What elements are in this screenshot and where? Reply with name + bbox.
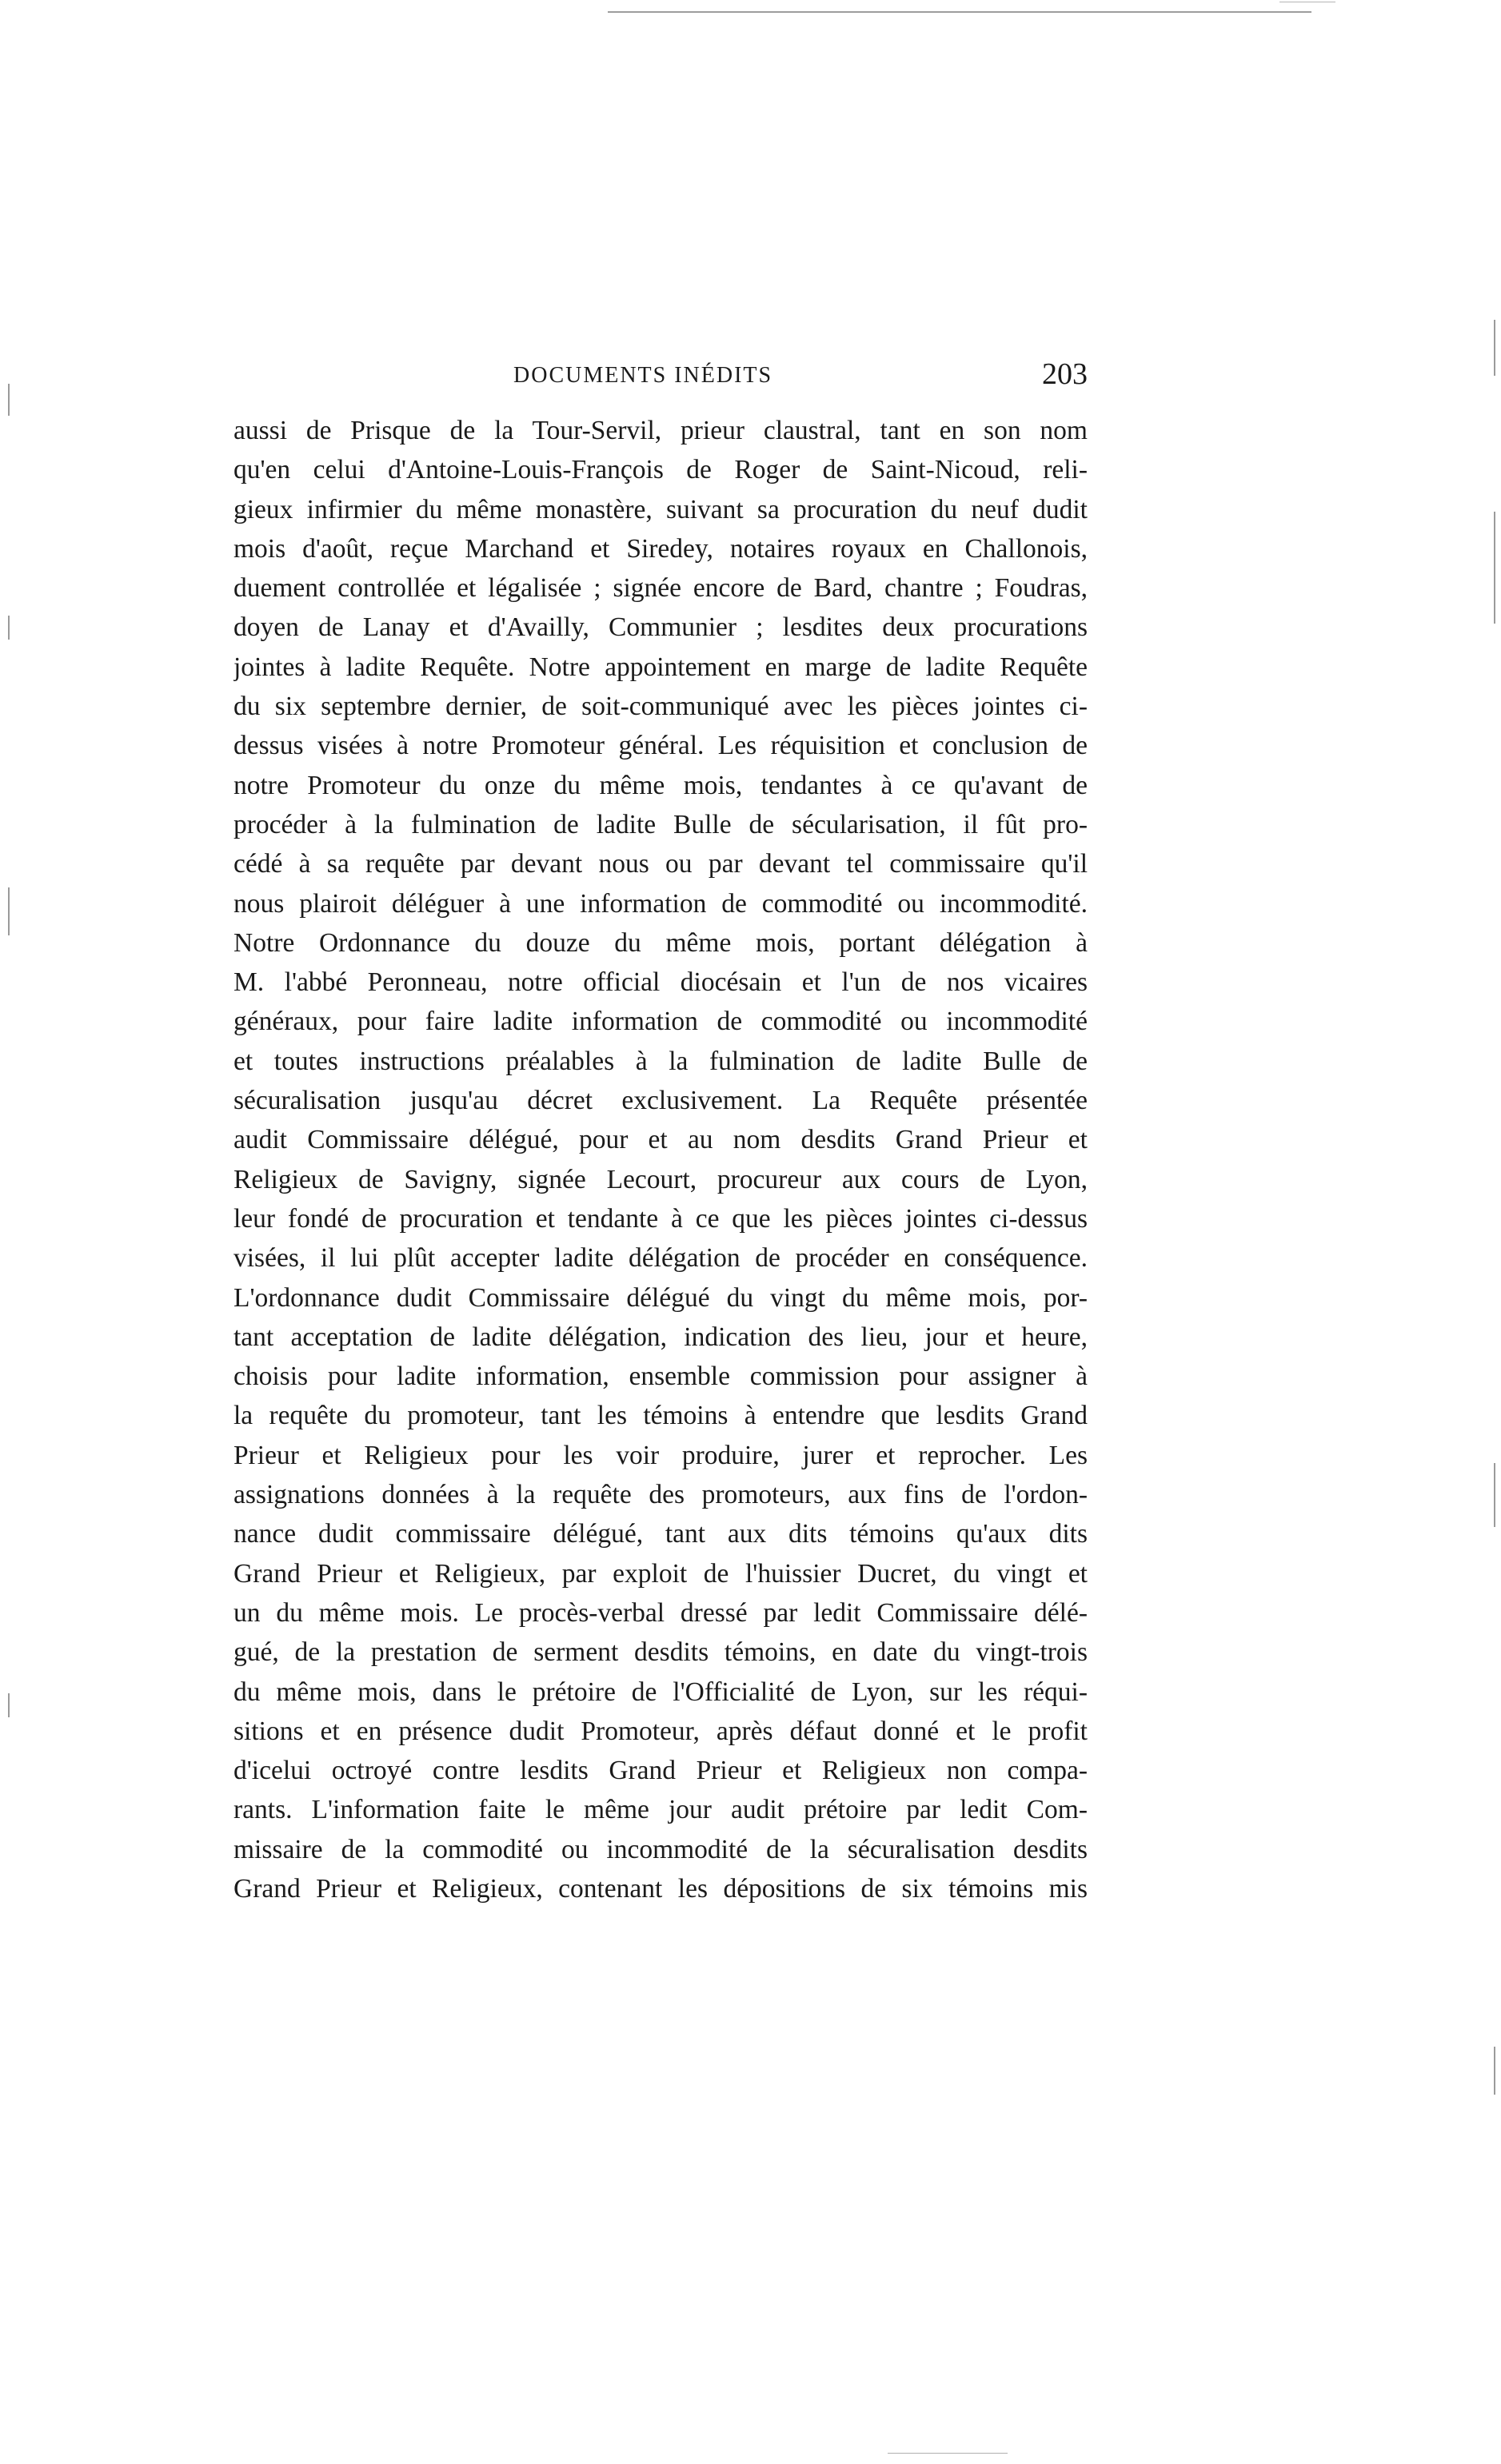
page-number: 203 bbox=[1042, 357, 1088, 391]
text-line: Notre Ordonnance du douze du même mois, portant délégation à bbox=[234, 927, 1088, 958]
bottom-scan-rule bbox=[888, 2453, 1008, 2454]
text-line: qu'en celui d'Antoine-Louis-François de Roger de Saint-Nicoud, reli- bbox=[234, 455, 1088, 485]
text-line: jointes à ladite Requête. Notre appointement en marge de ladite Requête bbox=[234, 652, 1088, 682]
text-line: du six septembre dernier, de soit-communiqué avec les pièces jointes ci- bbox=[234, 692, 1088, 722]
text-line: visées, il lui plût accepter ladite délégation de procéder en conséquence. bbox=[234, 1243, 1088, 1274]
left-margin-mark bbox=[8, 887, 10, 935]
text-line: rants. L'information faite le même jour audit prétoire par ledit Com- bbox=[234, 1795, 1088, 1825]
text-line: nous plairoit déléguer à une information de commodité ou incommodité. bbox=[234, 888, 1088, 919]
text-line: doyen de Lanay et d'Availly, Communier ; lesdites deux procurations bbox=[234, 612, 1088, 643]
left-margin-mark bbox=[8, 384, 10, 416]
top-scan-rule bbox=[608, 11, 1311, 13]
text-line: leur fondé de procuration et tendante à ce que les pièces jointes ci-dessus bbox=[234, 1203, 1088, 1234]
right-margin-mark bbox=[1494, 1463, 1495, 1527]
right-margin-mark bbox=[1494, 512, 1495, 624]
text-line: M. l'abbé Peronneau, notre official diocésain et l'un de nos vicaires bbox=[234, 967, 1088, 998]
left-margin-mark bbox=[8, 1693, 10, 1717]
text-line: mois d'août, reçue Marchand et Siredey, notaires royaux en Challonois, bbox=[234, 533, 1088, 564]
text-line: Prieur et Religieux pour les voir produire, jurer et reprocher. Les bbox=[234, 1440, 1088, 1470]
text-line: Religieux de Savigny, signée Lecourt, procureur aux cours de Lyon, bbox=[234, 1164, 1088, 1194]
page-body bbox=[234, 411, 1088, 1908]
right-margin-mark bbox=[1494, 320, 1495, 376]
text-line: missaire de la commodité ou incommodité de la sécuralisation desdits bbox=[234, 1834, 1088, 1864]
text-line: procéder à la fulmination de ladite Bulle de sécularisation, il fût pro- bbox=[234, 809, 1088, 839]
text-line: sitions et en présence dudit Promoteur, après défaut donné et le profit bbox=[234, 1716, 1088, 1746]
text-line: Grand Prieur et Religieux, contenant les dépositions de six témoins mis bbox=[234, 1873, 1088, 1904]
text-line: notre Promoteur du onze du même mois, tendantes à ce qu'avant de bbox=[234, 770, 1088, 800]
text-line: gué, de la prestation de serment desdits témoins, en date du vingt-trois bbox=[234, 1637, 1088, 1668]
text-line: cédé à sa requête par devant nous ou par devant tel commissaire qu'il bbox=[234, 849, 1088, 879]
running-head bbox=[234, 358, 1088, 393]
text-line: choisis pour ladite information, ensemble commission pour assigner à bbox=[234, 1362, 1088, 1392]
text-line: duement controllée et légalisée ; signée encore de Bard, chantre ; Foudras, bbox=[234, 573, 1088, 604]
text-line: du même mois, dans le prétoire de l'Officialité de Lyon, sur les réqui- bbox=[234, 1677, 1088, 1707]
text-line: la requête du promoteur, tant les témoins à entendre que lesdits Grand bbox=[234, 1401, 1088, 1431]
text-line: sécuralisation jusqu'au décret exclusivement. La Requête présentée bbox=[234, 1086, 1088, 1116]
text-line: et toutes instructions préalables à la fulmination de ladite Bulle de bbox=[234, 1046, 1088, 1076]
text-line: tant acceptation de ladite délégation, indication des lieu, jour et heure, bbox=[234, 1322, 1088, 1352]
text-line: L'ordonnance dudit Commissaire délégué du vingt du même mois, por- bbox=[234, 1282, 1088, 1313]
text-line: d'icelui octroyé contre lesdits Grand Prieur et Religieux non compa- bbox=[234, 1756, 1088, 1786]
text-line: assignations données à la requête des promoteurs, aux fins de l'ordon- bbox=[234, 1480, 1088, 1510]
text-line: gieux infirmier du même monastère, suivant sa procuration du neuf dudit bbox=[234, 494, 1088, 524]
right-margin-mark bbox=[1494, 2047, 1495, 2095]
running-title: DOCUMENTS INÉDITS bbox=[513, 363, 773, 388]
left-margin-mark bbox=[8, 616, 10, 640]
text-line: Grand Prieur et Religieux, par exploit de l'huissier Ducret, du vingt et bbox=[234, 1558, 1088, 1589]
text-line: nance dudit commissaire délégué, tant aux dits témoins qu'aux dits bbox=[234, 1519, 1088, 1549]
text-line: un du même mois. Le procès-verbal dressé par ledit Commissaire délé- bbox=[234, 1597, 1088, 1628]
text-line: aussi de Prisque de la Tour-Servil, prieur claustral, tant en son nom bbox=[234, 416, 1088, 445]
text-line: audit Commissaire délégué, pour et au nom desdits Grand Prieur et bbox=[234, 1125, 1088, 1155]
text-line: dessus visées à notre Promoteur général. Les réquisition et conclusion de bbox=[234, 731, 1088, 761]
text-line: généraux, pour faire ladite information de commodité ou incommodité bbox=[234, 1007, 1088, 1037]
